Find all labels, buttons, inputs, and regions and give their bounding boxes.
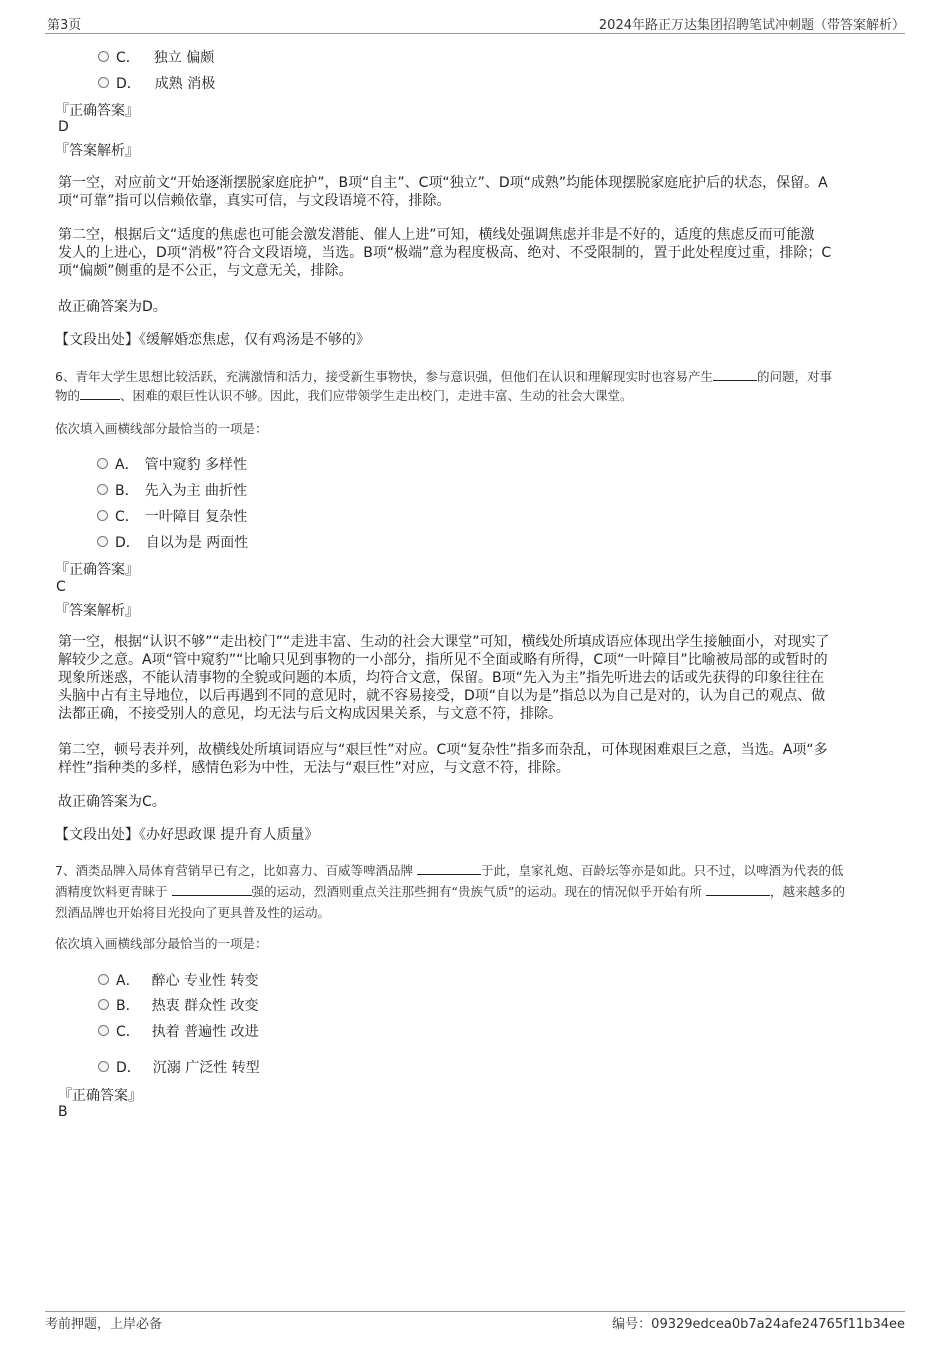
answer-value: D bbox=[58, 119, 69, 135]
text: 于此，皇家礼炮、百龄坛等亦是如此。只不过，以啤酒为代表的低 bbox=[480, 863, 844, 878]
radio-icon[interactable] bbox=[97, 484, 108, 495]
document-id: 编号：09329edcea0b7a24afe24765f11b34ee bbox=[612, 1317, 905, 1332]
radio-icon[interactable] bbox=[98, 1061, 109, 1072]
source: 【文段出处】《办好思政课 提升育人质量》 bbox=[55, 827, 319, 843]
analysis-label: 『答案解析』 bbox=[55, 603, 139, 619]
analysis-paragraph bbox=[58, 226, 831, 280]
source: 【文段出处】《缓解婚恋焦虑，仅有鸡汤是不够的》 bbox=[55, 332, 370, 348]
header-divider bbox=[45, 33, 905, 34]
text-line: 头脑中占有主导地位，以后再遇到不同的意见时，就不容易接受，D项“自以为是”指总以为自己是对的，认为自己的观点、做 bbox=[58, 688, 826, 704]
radio-icon[interactable] bbox=[98, 974, 109, 985]
radio-icon[interactable] bbox=[97, 458, 108, 469]
option-letter: A． bbox=[115, 457, 139, 473]
radio-icon[interactable] bbox=[98, 1025, 109, 1036]
option-letter: B． bbox=[116, 998, 140, 1014]
text: 强的运动，烈酒则重点关注那些拥有“贵族气质”的运动。现在的情况似乎开始有所 bbox=[251, 884, 702, 899]
text-line: 发人的上进心，D项“消极”符合文段语境，当选。B项“极端”意为程度极高、绝对、不受限制的，置于此处程度过重，排除；C bbox=[58, 245, 832, 261]
radio-icon[interactable] bbox=[98, 51, 109, 62]
option-letter: D． bbox=[116, 76, 141, 92]
answer-label: 『正确答案』 bbox=[55, 103, 139, 119]
text-line: 项“可靠”指可以信赖依靠，真实可信，与文段语境不符，排除。 bbox=[58, 193, 451, 209]
text: 的问题，对事 bbox=[756, 369, 832, 384]
blank bbox=[713, 370, 757, 381]
blank bbox=[706, 885, 770, 896]
answer-label: 『正确答案』 bbox=[55, 562, 139, 578]
radio-icon[interactable] bbox=[97, 510, 108, 521]
footer-divider bbox=[45, 1311, 905, 1312]
text-line: 第二空，根据后文“适度的焦虑也可能会激发潜能、催人上进”可知，横线处强调焦虑并非是不好的，适度的焦虑反而可能激 bbox=[58, 227, 815, 243]
answer-label: 『正确答案』 bbox=[58, 1088, 142, 1104]
document-title: 2024年路正万达集团招聘笔试冲刺题（带答案解析） bbox=[598, 18, 905, 33]
text: 烈酒品牌也开始将目光投向了更具普及性的运动。 bbox=[55, 905, 331, 920]
option-b[interactable] bbox=[115, 480, 247, 500]
option-text: 管中窥豹 多样性 bbox=[144, 457, 248, 473]
text-line: 样性”指种类的多样，感情色彩为中性，无法与“艰巨性”对应，与文意不符，排除。 bbox=[58, 760, 570, 776]
question-prompt: 依次填入画横线部分最恰当的一项是： bbox=[55, 421, 268, 436]
option-text: 沉溺 广泛性 转型 bbox=[152, 1060, 260, 1076]
question-7-text bbox=[55, 860, 845, 923]
option-text: 一叶障目 复杂性 bbox=[144, 509, 248, 525]
question-6-text bbox=[55, 367, 832, 405]
text-line: 项“偏颇”侧重的是不公正，与文意无关，排除。 bbox=[58, 263, 353, 279]
text-line: 法都正确，不接受别人的意见，均无法与后文构成因果关系，与文意不符，排除。 bbox=[58, 706, 562, 722]
option-b[interactable] bbox=[116, 995, 259, 1015]
option-text: 醉心 专业性 转变 bbox=[151, 973, 259, 989]
option-d[interactable] bbox=[116, 1057, 260, 1077]
option-d[interactable] bbox=[116, 73, 215, 93]
option-letter: D． bbox=[115, 535, 140, 551]
option-c[interactable] bbox=[116, 1021, 259, 1041]
option-text: 独立 偏颇 bbox=[153, 50, 215, 66]
blank bbox=[172, 885, 252, 896]
text-line: 第一空，对应前文“开始逐渐摆脱家庭庇护”，B项“自主”、C项“独立”、D项“成熟”均能体现摆脱家庭庇护后的状态，保留。A bbox=[58, 175, 828, 191]
text-line: 现象所迷惑，不能认清事物的全貌或问题的本质，均符合文意，保留。B项“先入为主”指先听进去的话或先获得的印象往往在 bbox=[58, 670, 825, 686]
option-text: 成熟 消极 bbox=[154, 76, 216, 92]
option-a[interactable] bbox=[116, 970, 258, 990]
text: 物的 bbox=[55, 388, 81, 403]
analysis-paragraph bbox=[58, 633, 830, 723]
text: 7、酒类品牌入局体育营销早已有之，比如喜力、百威等啤酒品牌 bbox=[55, 863, 413, 878]
text: 、困难的艰巨性认识不够。因此，我们应带领学生走出校门，走进丰富、生动的社会大课堂。 bbox=[120, 388, 633, 403]
option-d[interactable] bbox=[115, 532, 248, 552]
analysis-label: 『答案解析』 bbox=[55, 143, 139, 159]
option-letter: D． bbox=[116, 1060, 141, 1076]
analysis-paragraph bbox=[58, 174, 828, 210]
analysis-paragraph bbox=[58, 741, 828, 777]
option-text: 自以为是 两面性 bbox=[145, 535, 249, 551]
option-text: 先入为主 曲折性 bbox=[144, 483, 248, 499]
text-line: 第一空，根据“认识不够”“走出校门”“走进丰富、生动的社会大课堂”可知，横线处所填成语应体现出学生接触面小，对现实了 bbox=[58, 634, 830, 650]
text-line: 第二空，顿号表并列，故横线处所填词语应与“艰巨性”对应。C项“复杂性”指多而杂乱，可体现困难艰巨之意，当选。A项“多 bbox=[58, 742, 828, 758]
conclusion: 故正确答案为C。 bbox=[58, 794, 166, 810]
option-c[interactable] bbox=[116, 47, 214, 67]
option-letter: B． bbox=[115, 483, 139, 499]
blank bbox=[417, 864, 481, 875]
option-letter: C． bbox=[115, 509, 139, 525]
page-number: 第3页 bbox=[47, 18, 82, 33]
option-text: 热衷 群众性 改变 bbox=[151, 998, 259, 1014]
blank bbox=[80, 389, 120, 400]
conclusion: 故正确答案为D。 bbox=[58, 299, 167, 315]
option-c[interactable] bbox=[115, 506, 247, 526]
option-letter: A． bbox=[116, 973, 140, 989]
option-letter: C． bbox=[116, 1024, 140, 1040]
text: 6、青年大学生思想比较活跃，充满激情和活力，接受新生事物快，参与意识强，但他们在认识和理解现实时也容易产生 bbox=[55, 369, 713, 384]
footer-slogan: 考前押题，上岸必备 bbox=[45, 1317, 163, 1332]
answer-value: C bbox=[56, 579, 66, 595]
radio-icon[interactable] bbox=[97, 536, 108, 547]
text: ，越来越多的 bbox=[769, 884, 845, 899]
answer-value: B bbox=[58, 1104, 68, 1120]
option-text: 执着 普遍性 改进 bbox=[151, 1024, 259, 1040]
radio-icon[interactable] bbox=[98, 999, 109, 1010]
option-letter: C． bbox=[116, 50, 140, 66]
option-a[interactable] bbox=[115, 454, 247, 474]
text: 酒精度饮料更青睐于 bbox=[55, 884, 168, 899]
text-line: 解较少之意。A项“管中窥豹”“比喻只见到事物的一小部分，指所见不全面或略有所得，C项“一叶障目”比喻被局部的或暂时的 bbox=[58, 652, 828, 668]
radio-icon[interactable] bbox=[98, 77, 109, 88]
question-prompt: 依次填入画横线部分最恰当的一项是： bbox=[55, 936, 268, 951]
